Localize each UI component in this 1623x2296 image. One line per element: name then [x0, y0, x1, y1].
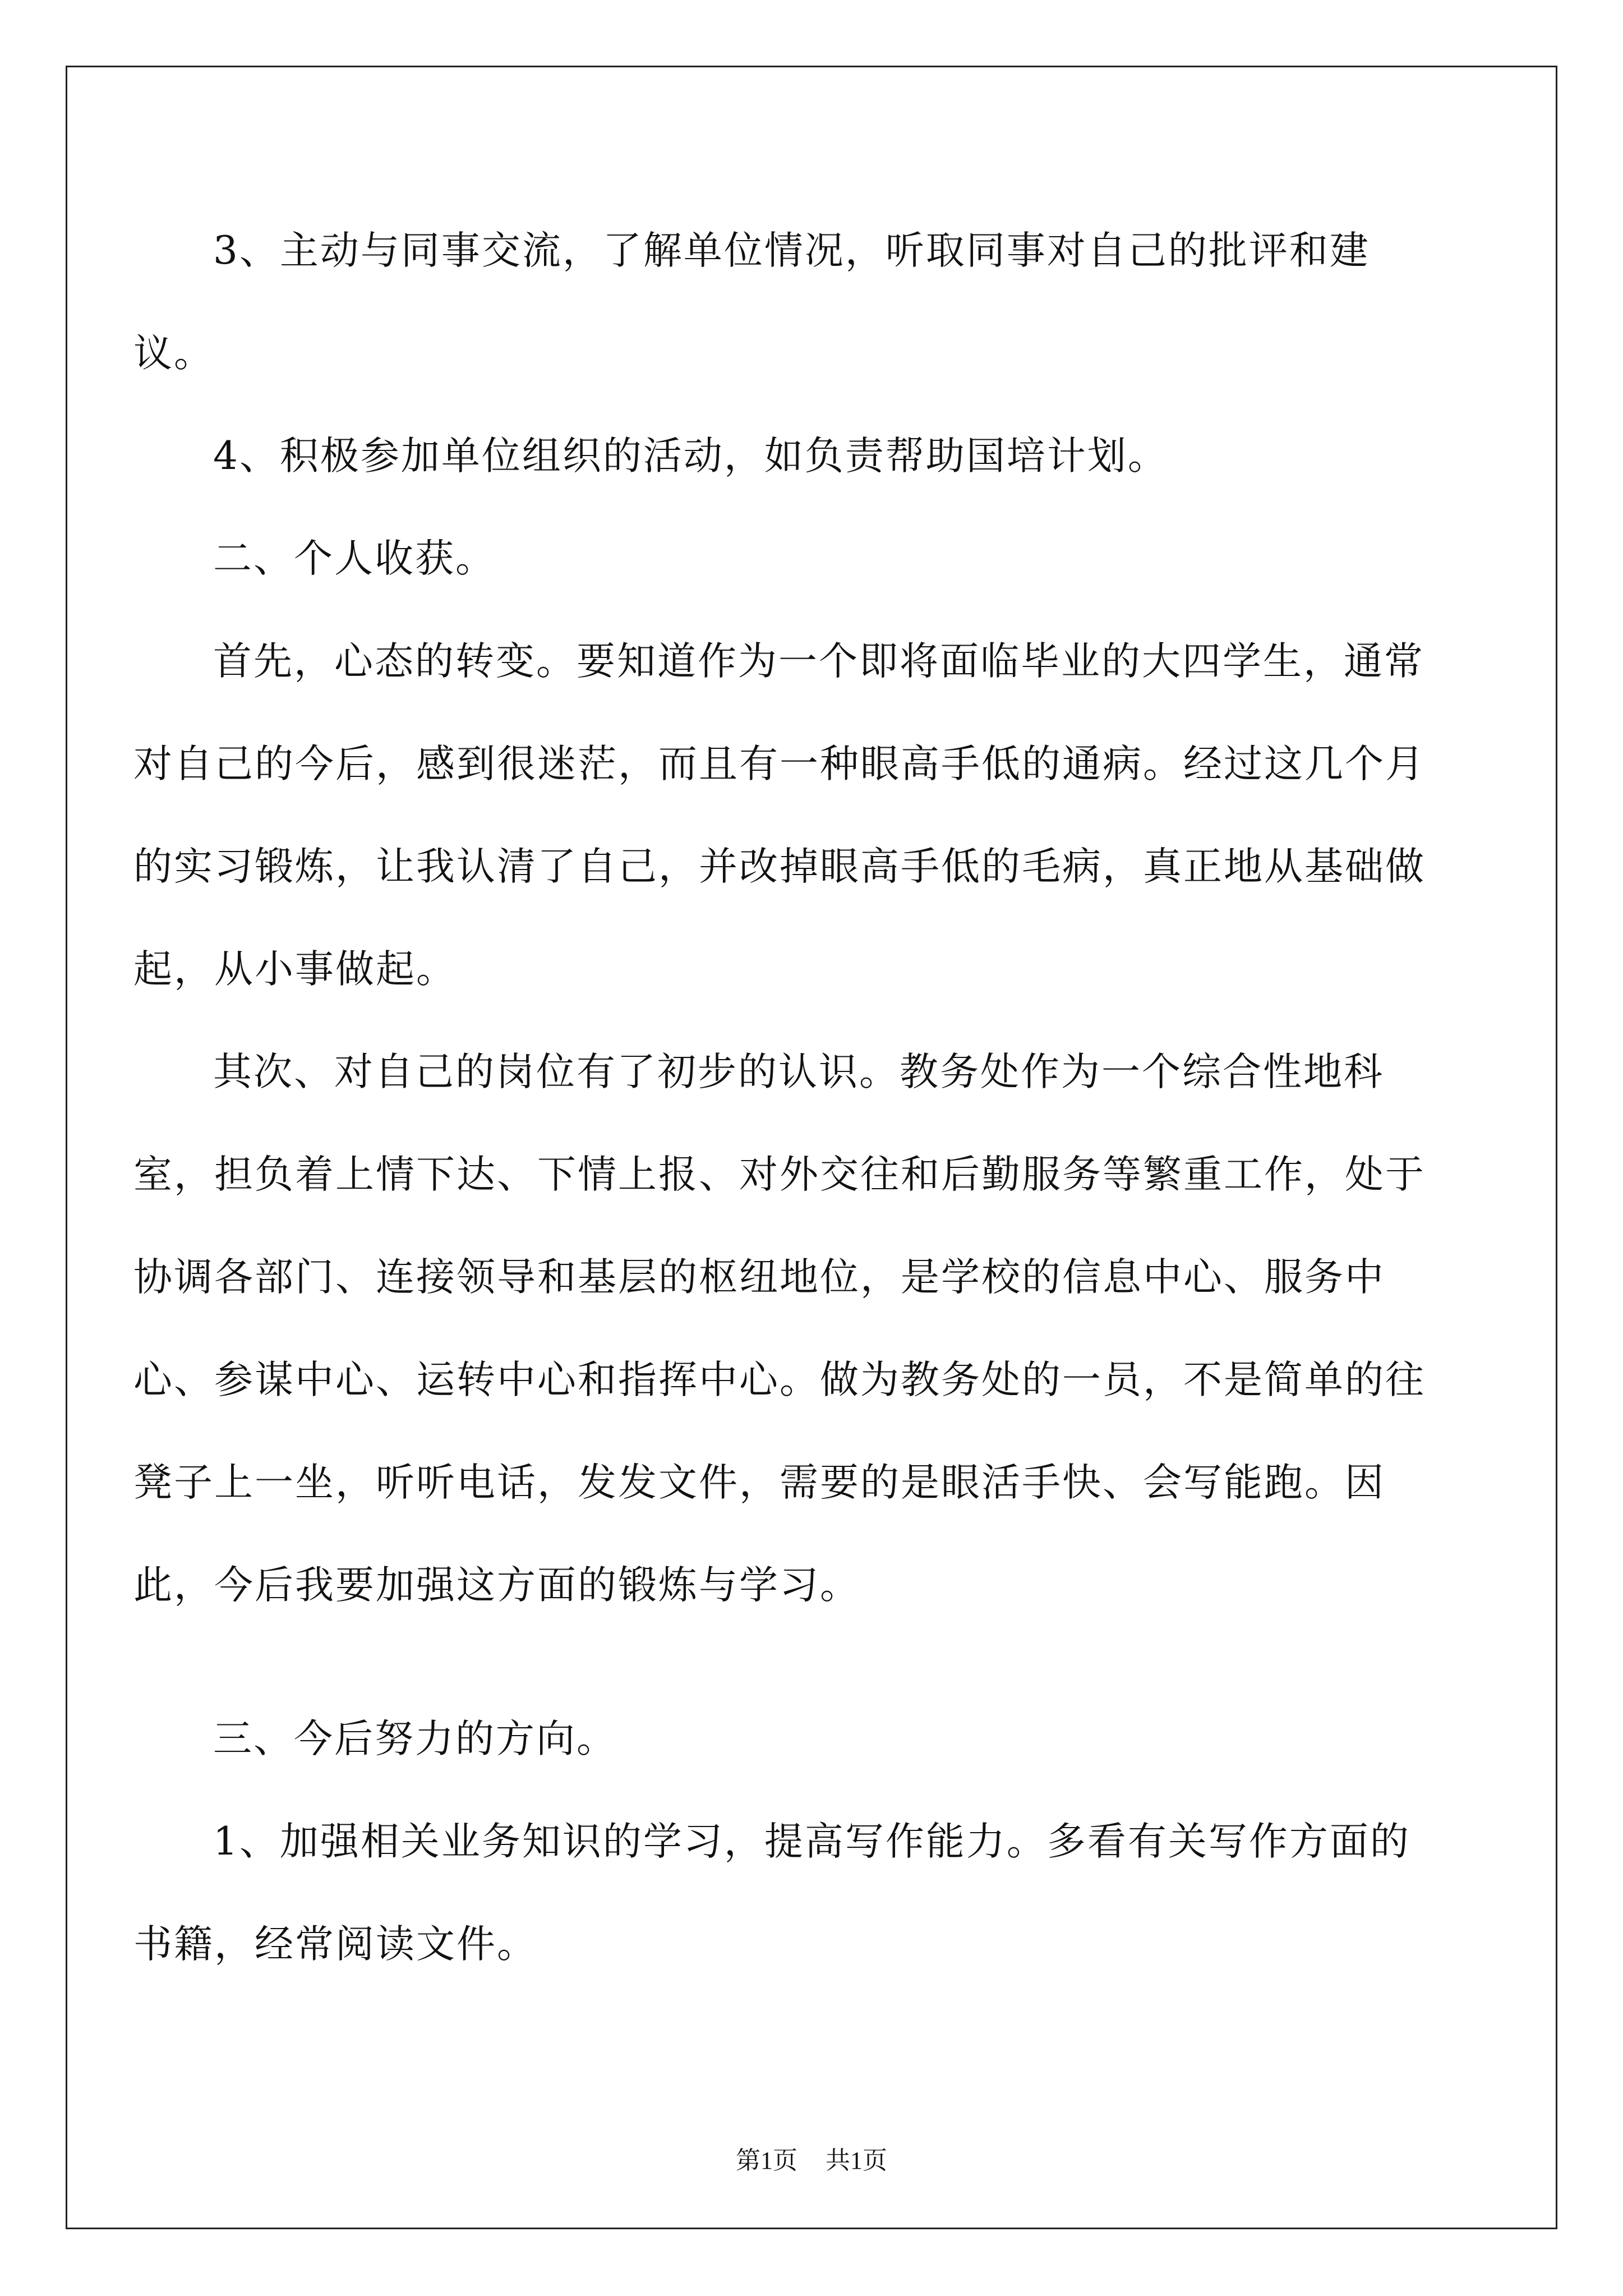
paragraph-4: 首先，心态的转变。要知道作为一个即将面临毕业的大四学生，通常对自己的今后，感到很迷茫，而且有一种眼高手低的通病。经过这几个月的实习锻炼，让我认清了自己，并改掉眼高手低的毛病，真正地从基础做起，从小事做起。: [133, 639, 1426, 992]
paragraph-2: 4、积极参加单位组织的活动，如负责帮助国培计划。: [213, 434, 1168, 478]
paragraph-1: 3、主动与同事交流，了解单位情况，听取同事对自己的批评和建议。: [133, 228, 1370, 376]
page-total: 共1页: [826, 2147, 887, 2174]
page-footer: [0, 2144, 1623, 2178]
paragraph-7: 1、加强相关业务知识的学习，提高写作能力。多看有关写作方面的书籍，经常阅读文件。: [133, 1819, 1410, 1967]
paragraph-3: 二、个人收获。: [213, 536, 496, 581]
page-number: 第1页: [736, 2147, 797, 2174]
paragraph-6: 三、今后努力的方向。: [213, 1717, 617, 1761]
paragraph-5: 其次、对自己的岗位有了初步的认识。教务处作为一个综合性地科室，担负着上情下达、下情上报、对外交往和后勤服务等繁重工作，处于协调各部门、连接领导和基层的枢纽地位，是学校的信息中心、服务中心、参谋中心、运转中心和指挥中心。做为教务处的一员，不是简单的往凳子上一坐，听听电话，发发文件，需要的是眼活手快、会写能跑。因此，今后我要加强这方面的锻炼与学习。: [133, 1050, 1426, 1608]
